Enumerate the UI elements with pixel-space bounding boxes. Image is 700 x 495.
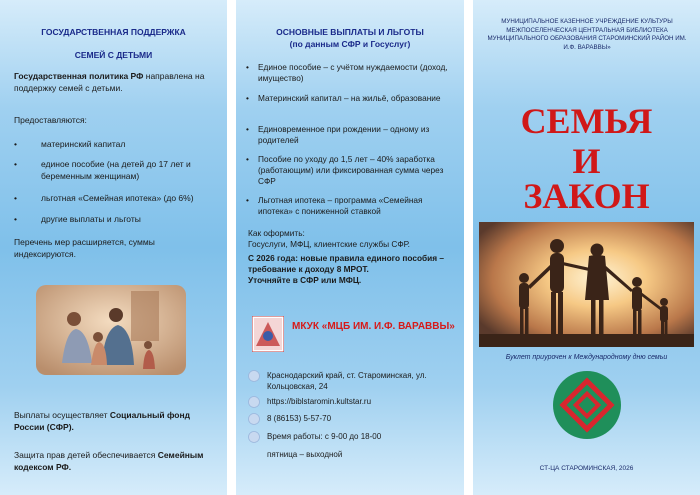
left-panel: ГОСУДАРСТВЕННАЯ ПОДДЕРЖКА СЕМЕЙ С ДЕТЬМИ Государственная политика РФ направлена на поддержку семей с детьми. Предоставляются: • материнский капитал • единое пособие (на детей до 17 лет и беременным женщинам) • льготная «Семейная ипотека» (до 6%) • другие выплаты и льготы Перечень мер расширяется, суммы индексируются. Выплаты осуществляет Социальный фонд России (СФР). Защита прав детей обеспечивается Семейным кодексом РФ.: [0, 0, 227, 495]
heading-line1: ОСНОВНЫЕ ВЫПЛАТЫ И ЛЬГОТЫ: [276, 27, 424, 37]
footer-place-year: СТ-ЦА СТАРОМИНСКАЯ, 2026: [539, 465, 634, 472]
clock-icon: [248, 431, 260, 443]
library-name: МКУК «МЦБ ИМ. И.Ф. ВАРАВВЫ»: [292, 321, 455, 332]
title-line3: ЗАКОН: [523, 176, 650, 216]
protection-bold: Семейным кодексом РФ.: [14, 450, 204, 472]
intro-rest: направлена на поддержку семей с детьми.: [14, 71, 205, 93]
middle-panel: ОСНОВНЫЕ ВЫПЛАТЫ И ЛЬГОТЫ (по данным СФР и Госуслуг) • Единое пособие – с учётом нуждаемости (доход, имущество) • Материнский капитал – на жильё, образование • Единовременное при рождении – одному из родителей • Пособие по уходу до 1,5 лет – 40% заработка (работающим) или фиксированная сумма через СФР • Льготная ипотека – программа «Семейная ипотека» с пониженной ставкой Как оформить: Госуслуги, МФЦ, клиентские службы СФР. С 2026 года: новые правила единого пособия – требование к доходу 8 МРОТ. Уточняйте в СФР или МФЦ. МКУК «МЦБ ИМ. И.Ф. ВАРАВВЫ» Краснодарский край, ст. Староминская, ул. Кольцовская, 24 https://biblstaromin.kultstar.ru 8 (86153) 5-57-70 Время работы: с 9-00 до 18-00 пятница – выходной: [236, 0, 464, 495]
phone-icon: [248, 413, 260, 425]
bullet-icon: •: [14, 139, 17, 149]
library-emblem: [552, 370, 622, 440]
intro-paragraph: [14, 70, 219, 94]
notice-text: С 2026 года: новые правила единого пособия – требование к доходу 8 МРОТ.: [248, 253, 445, 274]
bullet-icon: •: [246, 195, 249, 205]
payments-paragraph: [14, 409, 219, 433]
heading-line1: ГОСУДАРСТВЕННАЯ ПОДДЕРЖКА: [41, 27, 186, 37]
cover-panel: [473, 0, 700, 495]
protection-prefix: Защита прав детей обеспечивается: [14, 450, 156, 460]
apply-label: Как оформить:: [248, 228, 305, 238]
bullet-icon: •: [14, 193, 17, 203]
payments-prefix: Выплаты осуществляет: [14, 410, 108, 420]
provided-label: Предоставляются:: [14, 115, 87, 125]
protection-paragraph: [14, 449, 219, 473]
apply-text: Госуслуги, МФЦ, клиентские службы СФР.: [248, 239, 410, 249]
bullet-icon: •: [14, 159, 17, 169]
title-line1: СЕМЬЯ: [520, 101, 653, 141]
location-icon: [248, 370, 260, 382]
title-line2: И: [572, 141, 601, 181]
library-logo: [252, 316, 284, 352]
family-silhouette-photo: [479, 222, 694, 347]
family-illustration: [36, 285, 186, 375]
bullet-icon: •: [246, 93, 249, 103]
intro-bold: Государственная политика РФ: [14, 71, 144, 81]
expanding-text: Перечень мер расширяется, суммы индексируются.: [14, 237, 155, 259]
heading-line2: (по данным СФР и Госуслуг): [289, 39, 411, 49]
notice-text-2: Уточняйте в СФР или МФЦ.: [248, 275, 362, 285]
heading-line2: СЕМЕЙ С ДЕТЬМИ: [74, 50, 153, 60]
bullet-icon: •: [14, 214, 17, 224]
globe-icon: [248, 396, 260, 408]
booklet-caption: Буклет приурочен к Международному дню семьи: [505, 354, 668, 361]
bullet-icon: •: [246, 154, 249, 164]
bullet-icon: •: [246, 62, 249, 72]
organization-name: МУНИЦИПАЛЬНОЕ КАЗЕННОЕ УЧРЕЖДЕНИЕ КУЛЬТУРЫ МЕЖПОСЕЛЕНЧЕСКАЯ ЦЕНТРАЛЬНАЯ БИБЛИОТЕКА МУНИЦИПАЛЬНОГО ОБРАЗОВАНИЯ СТАРОМИНСКИЙ РАЙОН ИМ. И.Ф. ВАРАВВЫ»: [487, 18, 687, 51]
payments-bold: Социальный фонд России (СФР).: [14, 410, 191, 432]
bullet-icon: •: [246, 124, 249, 134]
